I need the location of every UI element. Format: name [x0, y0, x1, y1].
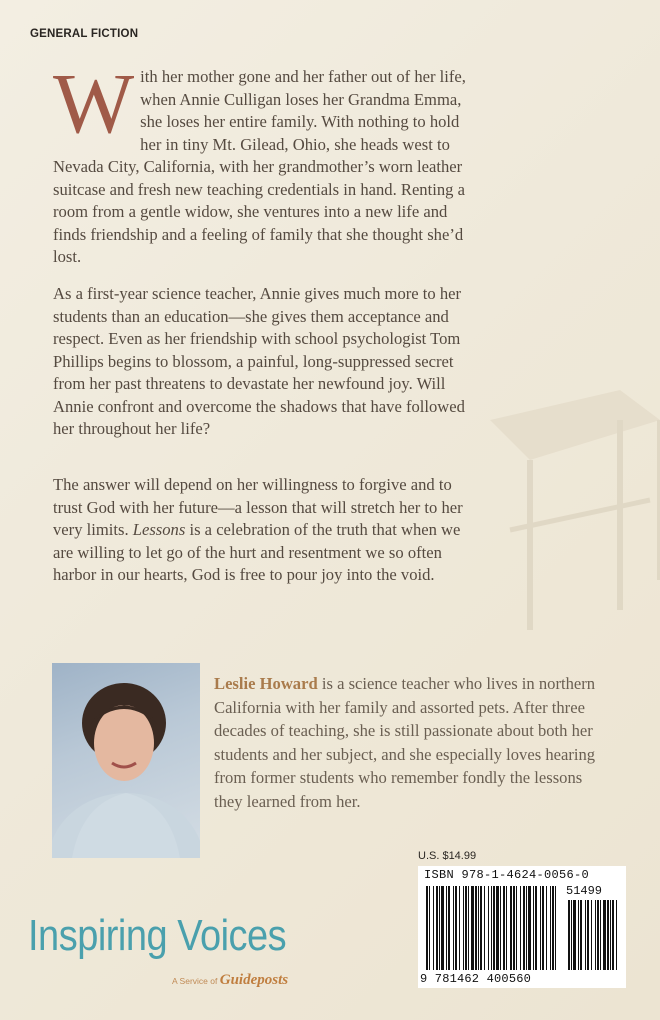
- addon-bar: [610, 900, 611, 970]
- book-title: Lessons: [132, 520, 186, 539]
- drop-cap: W: [53, 55, 135, 151]
- author-photo: [52, 663, 200, 858]
- barcode-bar: [433, 886, 434, 970]
- addon-bar: [603, 900, 606, 970]
- addon-bar: [568, 900, 570, 970]
- barcode-bar: [441, 886, 444, 970]
- addon-bar: [585, 900, 586, 970]
- barcode-bar: [546, 886, 547, 970]
- addon-bar: [595, 900, 596, 970]
- addon-bar: [597, 900, 599, 970]
- barcode-bar: [436, 886, 438, 970]
- school-desk-illustration: [470, 380, 660, 640]
- barcode-bar: [520, 886, 521, 970]
- barcode-bar: [429, 886, 430, 970]
- barcode-bar: [468, 886, 469, 970]
- barcode-bar: [463, 886, 464, 970]
- barcode-bar: [542, 886, 544, 970]
- addon-bar: [571, 900, 572, 970]
- barcode-digits: 9 781462 400560: [420, 972, 532, 986]
- genre-label: GENERAL FICTION: [30, 28, 139, 40]
- barcode-bar: [465, 886, 467, 970]
- barcode-bar: [513, 886, 515, 970]
- addon-bar: [578, 900, 579, 970]
- barcode-bar: [510, 886, 512, 970]
- barcode-bar: [475, 886, 477, 970]
- addon-bar: [607, 900, 609, 970]
- barcode-bar: [455, 886, 457, 970]
- barcode-bar: [552, 886, 554, 970]
- barcode-bar: [446, 886, 447, 970]
- description-paragraph-2: As a first-year science teacher, Annie gives much more to her students than an education—she gives them acceptance and respect. Even as her friendship with school psychologist Tom Phillips begins to blossom, a painful, long-suppressed secret from her past threatens to devastate her newfound joy. Will Annie confront and overcome the shadows that have followed her throughout her life?: [53, 284, 465, 438]
- isbn-text: ISBN 978-1-4624-0056-0: [424, 868, 590, 882]
- isbn-barcode: [418, 866, 626, 988]
- barcode-bar: [535, 886, 537, 970]
- barcode-bar: [491, 886, 492, 970]
- barcode-bar: [439, 886, 440, 970]
- barcode-bars: [418, 866, 626, 988]
- barcode-bar: [480, 886, 482, 970]
- barcode-bar: [503, 886, 505, 970]
- barcode-bar: [533, 886, 534, 970]
- author-bio: Leslie Howard is a science teacher who lives in northern California with her family and assorted pets. After three decades of teaching, she is still passionate about both her students and her subject, and she especially loves hearing from former students who remember fondly the lessons they learned from her.: [214, 674, 596, 811]
- barcode-bar: [500, 886, 501, 970]
- barcode-bar: [493, 886, 495, 970]
- barcode-bar: [523, 886, 525, 970]
- addon-bar: [612, 900, 614, 970]
- barcode-bar: [516, 886, 517, 970]
- barcode-bar: [550, 886, 551, 970]
- barcode-bar: [496, 886, 499, 970]
- barcode-bar: [540, 886, 541, 970]
- barcode-bar: [528, 886, 531, 970]
- barcode-bar: [555, 886, 556, 970]
- price-label: U.S. $14.99: [418, 850, 477, 862]
- description-paragraph-3: The answer will depend on her willingness to forgive and to trust God with her future—a lesson that will stretch her to her very limits. Lessons is a celebration of the truth that when we are willing to let go of the hurt and resentment we so often harbor in our hearts, God is free to pour joy into the void.: [53, 475, 463, 584]
- barcode-bar: [506, 886, 507, 970]
- addon-bar: [573, 900, 576, 970]
- barcode-bar: [459, 886, 460, 970]
- price-code: 51499: [566, 884, 603, 898]
- barcode-bar: [484, 886, 485, 970]
- barcode-bar: [478, 886, 479, 970]
- barcode-bar: [448, 886, 450, 970]
- addon-bar: [591, 900, 592, 970]
- barcode-bar: [426, 886, 428, 970]
- publisher-logo: Inspiring Voices: [28, 912, 287, 961]
- addon-bar: [580, 900, 582, 970]
- author-name: Leslie Howard: [214, 674, 318, 693]
- addon-bar: [616, 900, 617, 970]
- barcode-bar: [471, 886, 474, 970]
- barcode-bar: [453, 886, 454, 970]
- publisher-service-line: A Service of Guideposts: [172, 972, 289, 988]
- barcode-bar: [526, 886, 527, 970]
- addon-bar: [600, 900, 601, 970]
- description-paragraph-1: With her mother gone and her father out of her life, when Annie Culligan loses her Grandma Emma, she loses her entire family. With nothing to hold her in tiny Mt. Gilead, Ohio, she heads west to Nevada City, California, with her grandmother’s worn leather suitcase and fresh new teaching credentials in hand. Renting a room from a gentle widow, she ventures into a new life and finds friendship and a feeling of family that she thought she’d lost.: [53, 55, 466, 266]
- addon-bar: [587, 900, 589, 970]
- barcode-bar: [488, 886, 489, 970]
